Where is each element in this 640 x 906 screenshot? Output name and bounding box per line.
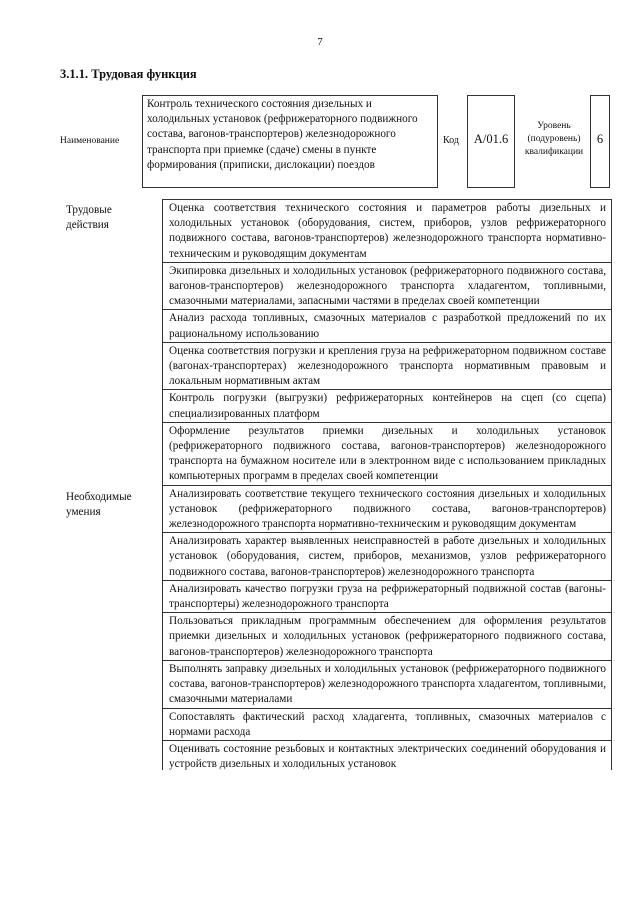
code-value: А/01.6 (473, 132, 509, 146)
skill-item: Анализировать соответствие текущего технического состояния дизельных и холодильных установок (рефрижераторного подвижного состава, вагонов-транспортеров) железнодорожного транспорта нормативно-техническим и руководящим документам (163, 486, 611, 534)
labor-actions-group (60, 199, 612, 486)
page-number: 7 (317, 36, 323, 48)
skill-item: Анализировать характер выявленных неисправностей в работе дизельных и холодильных установок (оборудования, систем, приборов, механизмов, узлов рефрижераторного подвижного состава, вагонов-транспортеров) железнодорожного транспорта (163, 533, 611, 581)
level-value: 6 (596, 132, 604, 146)
required-skills-label: Необходимые умения (66, 490, 132, 518)
labor-actions-list (162, 199, 612, 486)
labor-action-item: Экипировка дизельных и холодильных установок (рефрижераторного подвижного состава, вагонов-транспортеров) железнодорожного транспорта хладагентом, топливными, смазочными материалами, запасными частями в пределах своей компетенции (163, 263, 611, 311)
name-value-box (142, 95, 438, 188)
skill-item: Оценивать состояние резьбовых и контактных электрических соединений оборудования и устройств дизельных и холодильных установок (169, 742, 606, 770)
labor-action-item: Контроль погрузки (выгрузки) рефрижераторных контейнеров на сцеп (со сцепа) специализированных платформ (163, 390, 611, 422)
skill-item: Сопоставлять фактический расход хладагента, топливных, смазочных материалов с нормами расхода (163, 709, 611, 741)
level-value-box (590, 95, 610, 188)
labor-action-item: Оценка соответствия технического состояния и параметров работы дизельных и холодильных установок (оборудования, систем, приборов, узлов рефрижераторного подвижного состава, вагонов-транспортеров) железнодорожного транспорта нормативно-техническим и руководящим документам (163, 200, 611, 263)
section-title: 3.1.1. Трудовая функция (60, 67, 197, 81)
labor-action-item: Оформление результатов приемки дизельных и холодильных установок (рефрижераторного подвижного состава, вагонов-транспортеров) железнодорожного транспорта на бумажном носителе или в электронном виде с использованием прикладных компьютерных программ в пределах своей компетенции (163, 423, 611, 486)
code-value-box (467, 95, 515, 188)
required-skills-group (60, 486, 612, 770)
function-table (60, 199, 612, 770)
code-label: Код (443, 135, 459, 146)
skill-item: Анализировать качество погрузки груза на рефрижераторный подвижной состав (вагоны-транспортеры) железнодорожного транспорта (163, 581, 611, 613)
required-skills-list (162, 486, 612, 770)
labor-actions-label: Трудовые действия (66, 204, 112, 231)
skill-item: Выполнять заправку дизельных и холодильных установок (рефрижераторного подвижного состава, вагонов-транспортеров) железнодорожного транспорта хладагентом, топливными, смазочными материалами (163, 661, 611, 709)
labor-action-item: Анализ расхода топливных, смазочных материалов с разработкой предложений по их рациональному использованию (163, 310, 611, 342)
name-value: Контроль технического состояния дизельных и холодильных установок (рефрижераторного подвижного состава, вагонов-транспортеров) железнодорожного транспорта при приемке (сдаче) смены в пункте формирования (приписки, дислокации) поездов (147, 98, 418, 171)
name-label: Наименование (60, 136, 120, 146)
labor-action-item: Оценка соответствия погрузки и крепления груза на рефрижераторном подвижном составе (вагонах-транспортерах) железнодорожного транспорта нормативным правовым и локальным нормативным актам (163, 343, 611, 391)
skill-item: Пользоваться прикладным программным обеспечением для оформления результатов приемки дизельных и холодильных установок (рефрижераторного подвижного состава, вагонов-транспортеров) железнодорожного транспорта (163, 613, 611, 661)
level-label: Уровень (подуровень) квалификации (524, 121, 584, 157)
